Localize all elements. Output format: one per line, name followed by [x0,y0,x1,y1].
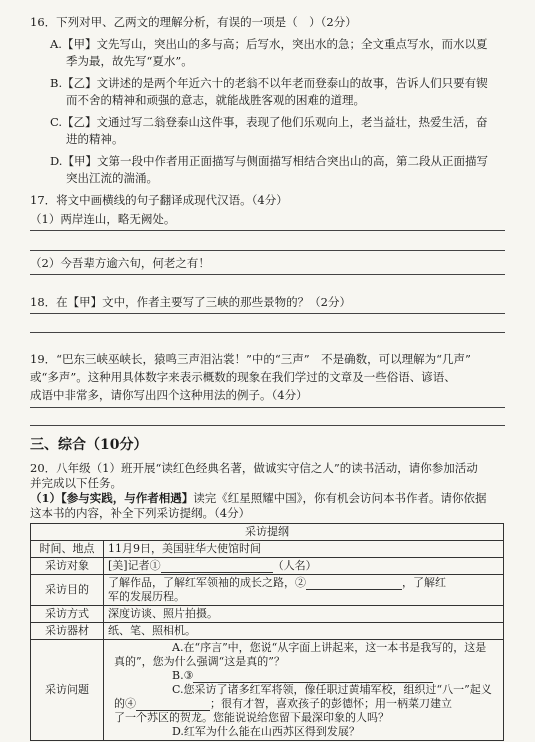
q20-part1-line-1 [30,491,487,506]
q16-option-a-line1: A.【甲】文先写山，突出山的多与高；后写水，突出水的急；全文重点写水，而水以夏 [50,37,488,51]
row-value-time-place: 11月9日，美国驻华大使馆时间 [104,541,504,558]
q20-part1-label: （1）【参与实践，与作者相遇】 [30,491,194,505]
purpose-part-c: 军的发展历程。 [108,590,185,603]
interview-outline-table [30,523,504,741]
q17-sentence-2: （2）今吾辈方逾六旬，何老之有！ [30,256,210,270]
row-value-method: 深度访谈、照片拍摄。 [104,606,504,623]
question-c-rest: ；很有才智，喜欢孩子的彭德怀；用一柄菜刀建立 [210,697,452,710]
question-c-line1: C.您采访了诸多红军将领，像任职过黄埔军校，组织过“八一”起义 [172,683,492,696]
answer-line[interactable] [30,407,505,408]
question-a-line1: A.在“序言”中，您说“从字面上讲起来，这一本书是我写的，这是 [172,641,487,654]
question-c-line3: 了一个苏区的贺龙。您能说说给您留下最深印象的人吗？ [114,711,389,724]
row-key-method: 采访方式 [31,606,104,623]
table-row [31,623,504,640]
row-key-equipment: 采访器材 [31,623,104,640]
row-value-questions [104,640,504,741]
answer-line[interactable] [30,332,505,333]
question-c-prefix: 的④ [114,697,136,710]
row-key-purpose: 采访目的 [31,575,104,606]
q19-line-1: 19．“巴东三峡巫峡长，猿鸣三声泪沾裳！”中的“三声” 不是确数，可以理解为“几声” [30,352,471,366]
q17-stem: 17．将文中画横线的句子翻译成现代汉语。（4分） [30,193,288,207]
table-row [31,606,504,623]
question-b [112,669,499,683]
q16-option-b-line2: 而不舍的精神和顽强的意志，就能战胜客观的困难的道理。 [66,93,365,107]
interviewee-prefix: [美]记者① [108,559,161,572]
answer-line[interactable] [30,274,505,275]
q20-line-1: 20．八年级（1）班开展“读红色经典名著，做诚实守信之人”的读书活动，请你参加活动 [30,461,478,475]
q16-option-a-line2: 季为最，故先写“夏水”。 [66,54,193,68]
question-b-label: B.③ [172,669,194,682]
row-key-time-place: 时间、地点 [31,541,104,558]
row-value-equipment: 纸、笔、照相机。 [104,623,504,640]
q20-part1-line-2: 这本书的内容，补全下列采访提纲。（4分） [30,506,251,520]
answer-line[interactable] [30,313,505,314]
q16-option-c-line2: 进的精神。 [66,132,124,146]
q20-part1-text: 读完《红星照耀中国》，你有机会访问本书作者。请你依据 [193,491,487,505]
table-row [31,541,504,558]
blank-3[interactable] [193,670,433,683]
question-d: D.红军为什么能在山西苏区得到发展？ [172,725,360,738]
q18-stem: 18．在【甲】文中，作者主要写了三峡的那些景物的？（2分） [30,295,351,309]
blank-1[interactable] [161,560,273,573]
answer-line[interactable] [30,425,505,426]
q16-option-d-line1: D.【甲】文第一段中作者用正面描写与侧面描写相结合突出山的高，第二段从正面描写 [50,154,488,168]
q19-line-2: 或“多声”。这种用具体数字来表示概数的现象在我们学过的文章及一些俗语、谚语、 [30,370,456,384]
q16-option-b-line1: B.【乙】文讲述的是两个年近六十的老翁不以年老而登泰山的故事，告诉人们只要有锲 [50,76,488,90]
row-value-purpose [104,575,504,606]
answer-line[interactable] [30,230,505,231]
blank-4[interactable] [136,698,210,711]
q16-option-d-line2: 突出江流的湍涌。 [66,171,158,185]
q17-sentence-1: （1）两岸连山，略无阙处。 [30,212,176,226]
interviewee-suffix: （人名） [272,559,317,572]
q16-option-c-line1: C.【乙】文通过写二翁登泰山这件事，表现了他们乐观向上，老当益壮，热爱生活，奋 [50,115,488,129]
section-title: 三、综合（10分） [30,437,148,453]
table-row [31,575,504,606]
q16-stem: 16．下列对甲、乙两文的理解分析，有误的一项是（ ）（2分） [30,15,357,29]
row-key-questions: 采访问题 [31,640,104,741]
purpose-part-b: ，了解红 [402,576,446,589]
q20-line-2: 并完成以下任务。 [30,476,122,490]
row-value-interviewee [104,558,504,575]
q19-line-3: 成语中非常多，请你写出四个这种用法的例子。（4分） [30,388,308,402]
table-title: 采访提纲 [31,524,504,541]
purpose-part-a: 了解作品，了解红军领袖的成长之路，② [108,576,306,589]
question-c-line2 [112,697,499,711]
row-key-interviewee: 采访对象 [31,558,104,575]
blank-2[interactable] [306,577,402,590]
question-a-line2: 真的”，您为什么强调“这是真的”？ [114,655,285,668]
table-row [31,640,504,741]
table-row [31,558,504,575]
answer-line[interactable] [30,250,505,251]
